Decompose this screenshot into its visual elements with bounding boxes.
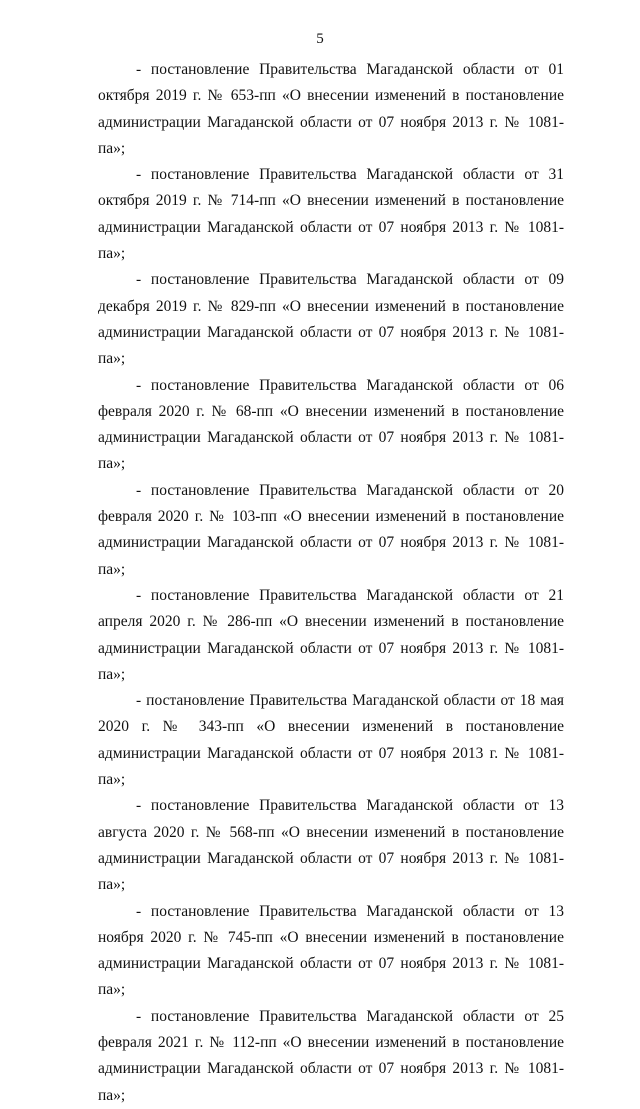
- list-item: - постановление Правительства Магаданской области от 06 февраля 2020 г. № 68-пп «О внесении изменений в постановление администрации Магаданской области от 07 ноября 2013 г. № 1081-па»;: [98, 376, 564, 473]
- page-number: 5: [316, 31, 324, 47]
- list-item: - постановление Правительства Магаданской области от 21 апреля 2020 г. № 286-пп «О внесении изменений в постановление администрации Магаданской области от 07 ноября 2013 г. № 1081-па»;: [98, 586, 564, 683]
- list-item: - постановление Правительства Магаданской области от 20 февраля 2020 г. № 103-пп «О внесении изменений в постановление администрации Магаданской области от 07 ноября 2013 г. № 1081-па»;: [98, 481, 564, 578]
- list-item: - постановление Правительства Магаданской области от 09 декабря 2019 г. № 829-пп «О внесении изменений в постановление администрации Магаданской области от 07 ноября 2013 г. № 1081-па»;: [98, 271, 564, 368]
- list-item: - постановление Правительства Магаданской области от 31 октября 2019 г. № 714-пп «О внесении изменений в постановление администрации Магаданской области от 07 ноября 2013 г. № 1081-па»;: [98, 166, 564, 263]
- list-item: - постановление Правительства Магаданской области от 01 октября 2019 г. № 653-пп «О внесении изменений в постановление администрации Магаданской области от 07 ноября 2013 г. № 1081-па»;: [98, 61, 564, 157]
- list-item: - постановление Правительства Магаданской области от 18 мая 2020 г. № 343-пп «О внесении изменений в постановление администрации Магаданской области от 07 ноября 2013 г. № 1081-па»;: [98, 692, 564, 789]
- list-item: - постановление Правительства Магаданской области от 13 августа 2020 г. № 568-пп «О внесении изменений в постановление администрации Магаданской области от 07 ноября 2013 г. № 1081-па»;: [98, 797, 564, 894]
- list-item: - постановление Правительства Магаданской области от 13 ноября 2020 г. № 745-пп «О внесении изменений в постановление администрации Магаданской области от 07 ноября 2013 г. № 1081-па»;: [98, 902, 564, 999]
- list-item: - постановление Правительства Магаданской области от 25 февраля 2021 г. № 112-пп «О внесении изменений в постановление администрации Магаданской области от 07 ноября 2013 г. № 1081-па»;: [98, 1007, 564, 1104]
- resolution-list: [98, 57, 564, 1109]
